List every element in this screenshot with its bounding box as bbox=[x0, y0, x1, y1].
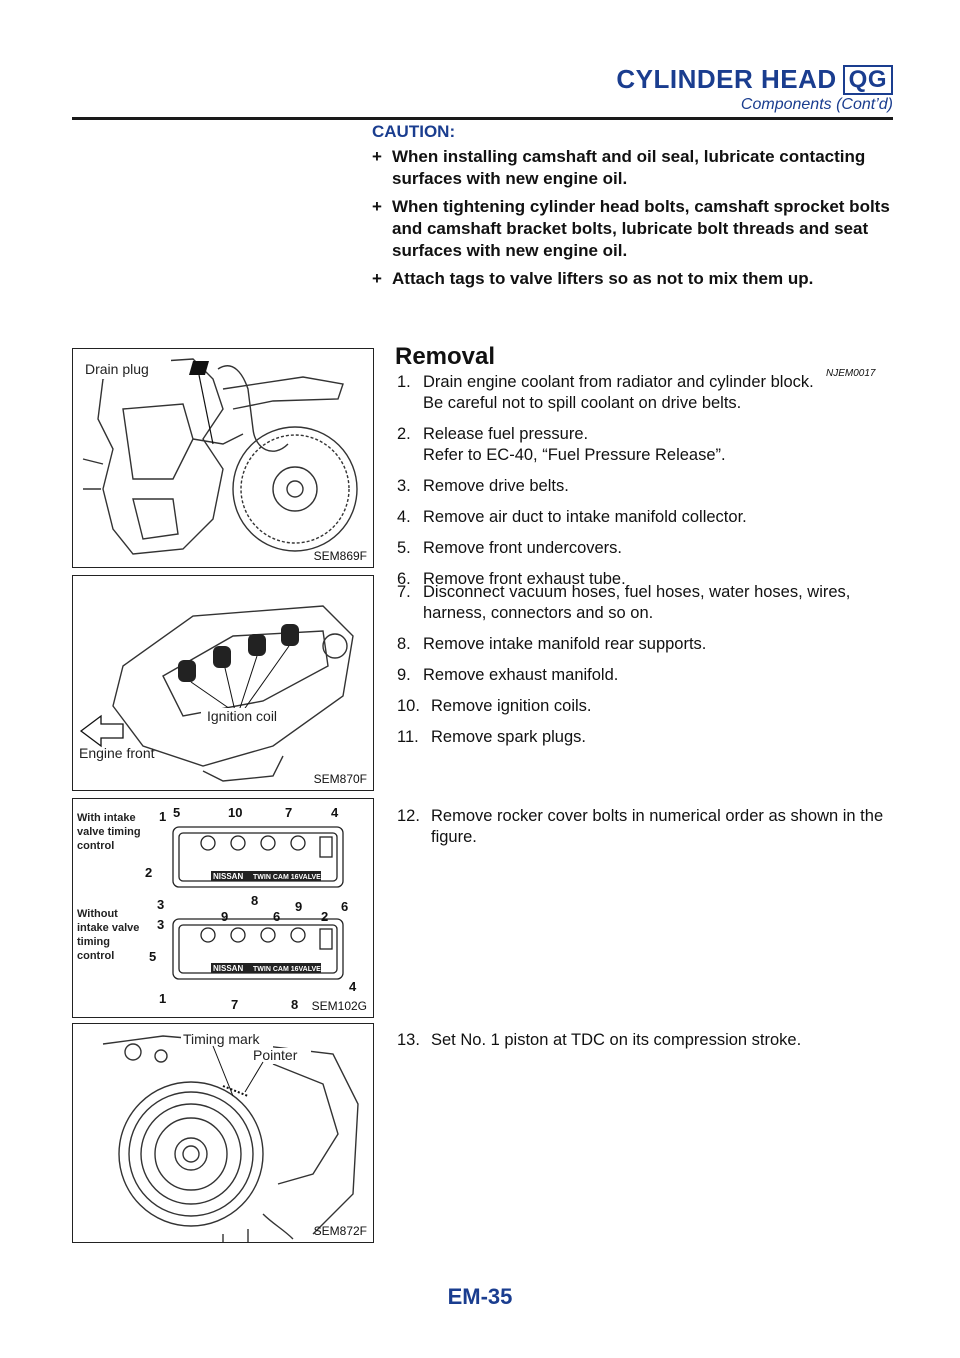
step-text: Drain engine coolant from radiator and cylinder block. bbox=[423, 373, 814, 391]
bolt-number: 5 bbox=[173, 805, 181, 820]
step-subtext: Be careful not to spill coolant on drive belts. bbox=[423, 394, 742, 412]
bolt-number: 9 bbox=[295, 899, 303, 914]
step-text: Remove intake manifold rear supports. bbox=[423, 635, 707, 653]
engine-top-drawing bbox=[73, 576, 373, 790]
bolt-number: 8 bbox=[291, 997, 299, 1012]
page-header-title bbox=[616, 64, 893, 95]
bolt-number: 7 bbox=[231, 997, 239, 1012]
steps-group-1 bbox=[397, 372, 897, 600]
step-number: 6. bbox=[397, 570, 411, 588]
figure-code: SEM872F bbox=[313, 1224, 367, 1238]
without-ivtc-label: timing bbox=[77, 936, 110, 948]
nissan-brand-text: NISSAN bbox=[213, 964, 244, 973]
bolt-number: 2 bbox=[145, 865, 153, 880]
step-item bbox=[397, 1030, 897, 1051]
figure-timing-mark bbox=[72, 1023, 374, 1243]
bolt-number: 10 bbox=[228, 805, 243, 820]
step-item bbox=[397, 665, 897, 686]
rocker-cover-drawing bbox=[73, 799, 373, 1017]
step-number: 2. bbox=[397, 425, 411, 443]
page-header-subtitle: Components (Cont’d) bbox=[740, 96, 893, 113]
pointer-label: Pointer bbox=[253, 1047, 298, 1063]
engine-front-label: Engine front bbox=[79, 745, 155, 761]
step-text: Disconnect vacuum hoses, fuel hoses, water hoses, wires, harness, connectors and so on. bbox=[423, 583, 851, 622]
ignition-coil-label: Ignition coil bbox=[207, 708, 278, 724]
step-item bbox=[397, 476, 897, 497]
nissan-brand-text: NISSAN bbox=[213, 872, 244, 881]
step-text: Remove drive belts. bbox=[423, 477, 569, 495]
caution-item-text: When installing camshaft and oil seal, lubricate contacting surfaces with new engine oil. bbox=[392, 147, 866, 188]
caution-item bbox=[372, 268, 894, 290]
timing-mark-label: Timing mark bbox=[183, 1031, 260, 1047]
step-number: 10. bbox=[397, 697, 420, 715]
header-title-text: CYLINDER HEAD bbox=[616, 64, 837, 94]
page-number: EM-35 bbox=[447, 1284, 513, 1309]
step-number: 13. bbox=[397, 1031, 420, 1049]
steps-group-4 bbox=[397, 1030, 897, 1061]
figure-code: SEM102G bbox=[311, 999, 367, 1013]
bolt-number: 7 bbox=[285, 805, 293, 820]
step-item bbox=[397, 806, 897, 848]
bolt-number: 2 bbox=[321, 909, 329, 924]
step-text: Remove air duct to intake manifold collector. bbox=[423, 508, 747, 526]
step-item bbox=[397, 696, 897, 717]
bolt-number: 5 bbox=[149, 949, 157, 964]
step-number: 12. bbox=[397, 807, 420, 825]
steps-group-2 bbox=[397, 582, 897, 758]
header-divider bbox=[72, 117, 893, 120]
bolt-number: 1 bbox=[159, 809, 167, 824]
bolt-number: 3 bbox=[157, 897, 165, 912]
with-ivtc-label: valve timing bbox=[77, 826, 141, 838]
section-title: Removal bbox=[395, 343, 496, 370]
bolt-number: 6 bbox=[341, 899, 349, 914]
step-number: 5. bbox=[397, 539, 411, 557]
bolt-number: 8 bbox=[251, 893, 259, 908]
without-ivtc-label: Without bbox=[77, 908, 118, 920]
bolt-number: 4 bbox=[331, 805, 339, 820]
bolt-number: 4 bbox=[349, 979, 357, 994]
step-number: 7. bbox=[397, 583, 411, 601]
step-number: 4. bbox=[397, 508, 411, 526]
bullet-mark: + bbox=[372, 269, 382, 288]
step-text: Release fuel pressure. bbox=[423, 425, 589, 443]
caution-block bbox=[372, 122, 894, 296]
step-text: Remove exhaust manifold. bbox=[423, 666, 619, 684]
step-number: 1. bbox=[397, 373, 411, 391]
with-ivtc-label: control bbox=[77, 840, 115, 852]
caution-item-text: When tightening cylinder head bolts, camshaft sprocket bolts and camshaft bracket bolts, lubricate bolt threads and seat surfaces with new engine oil. bbox=[392, 197, 890, 260]
bolt-number: 1 bbox=[159, 991, 167, 1006]
without-ivtc-label: control bbox=[77, 950, 115, 962]
bullet-mark: + bbox=[372, 147, 382, 166]
step-text: Remove front exhaust tube. bbox=[423, 570, 626, 588]
caution-title: CAUTION: bbox=[372, 122, 456, 141]
step-text: Remove front undercovers. bbox=[423, 539, 623, 557]
cam-brand-text: TWIN CAM 16VALVE bbox=[253, 874, 321, 881]
step-item bbox=[397, 582, 897, 624]
cam-brand-text: TWIN CAM 16VALVE bbox=[253, 966, 321, 973]
step-text: Remove ignition coils. bbox=[431, 697, 592, 715]
bullet-mark: + bbox=[372, 197, 382, 216]
engine-code-badge: QG bbox=[843, 65, 893, 95]
figure-code: SEM870F bbox=[313, 772, 367, 786]
step-item bbox=[397, 507, 897, 528]
step-text: Remove spark plugs. bbox=[431, 728, 586, 746]
step-item bbox=[397, 372, 897, 414]
caution-item-text: Attach tags to valve lifters so as not to mix them up. bbox=[392, 269, 814, 288]
bolt-number: 3 bbox=[157, 917, 165, 932]
steps-group-3 bbox=[397, 806, 897, 858]
step-item bbox=[397, 634, 897, 655]
step-number: 3. bbox=[397, 477, 411, 495]
bolt-sequence-top bbox=[145, 805, 348, 914]
step-number: 9. bbox=[397, 666, 411, 684]
step-item bbox=[397, 538, 897, 559]
caution-item bbox=[372, 196, 894, 262]
caution-item bbox=[372, 146, 894, 190]
engine-block-drawing bbox=[73, 349, 373, 567]
step-text: Remove rocker cover bolts in numerical order as shown in the figure. bbox=[431, 807, 884, 846]
figure-drain-plug bbox=[72, 348, 374, 568]
step-subtext: Refer to EC-40, “Fuel Pressure Release”. bbox=[423, 446, 726, 464]
section-code: NJEM0017 bbox=[826, 368, 876, 379]
figure-rocker-cover-bolts bbox=[72, 798, 374, 1018]
step-number: 11. bbox=[397, 728, 419, 746]
figure-code: SEM869F bbox=[313, 549, 367, 563]
step-item bbox=[397, 424, 897, 466]
figure-ignition-coil bbox=[72, 575, 374, 791]
step-item bbox=[397, 727, 897, 748]
crank-pulley-drawing bbox=[73, 1024, 373, 1242]
bolt-number: 6 bbox=[273, 909, 281, 924]
step-number: 8. bbox=[397, 635, 411, 653]
step-text: Set No. 1 piston at TDC on its compression stroke. bbox=[431, 1031, 802, 1049]
with-ivtc-label: With intake bbox=[77, 812, 136, 824]
arrow-left-icon bbox=[81, 716, 123, 746]
drain-plug-label: Drain plug bbox=[85, 361, 149, 377]
without-ivtc-label: intake valve bbox=[77, 922, 140, 934]
bolt-number: 9 bbox=[221, 909, 229, 924]
